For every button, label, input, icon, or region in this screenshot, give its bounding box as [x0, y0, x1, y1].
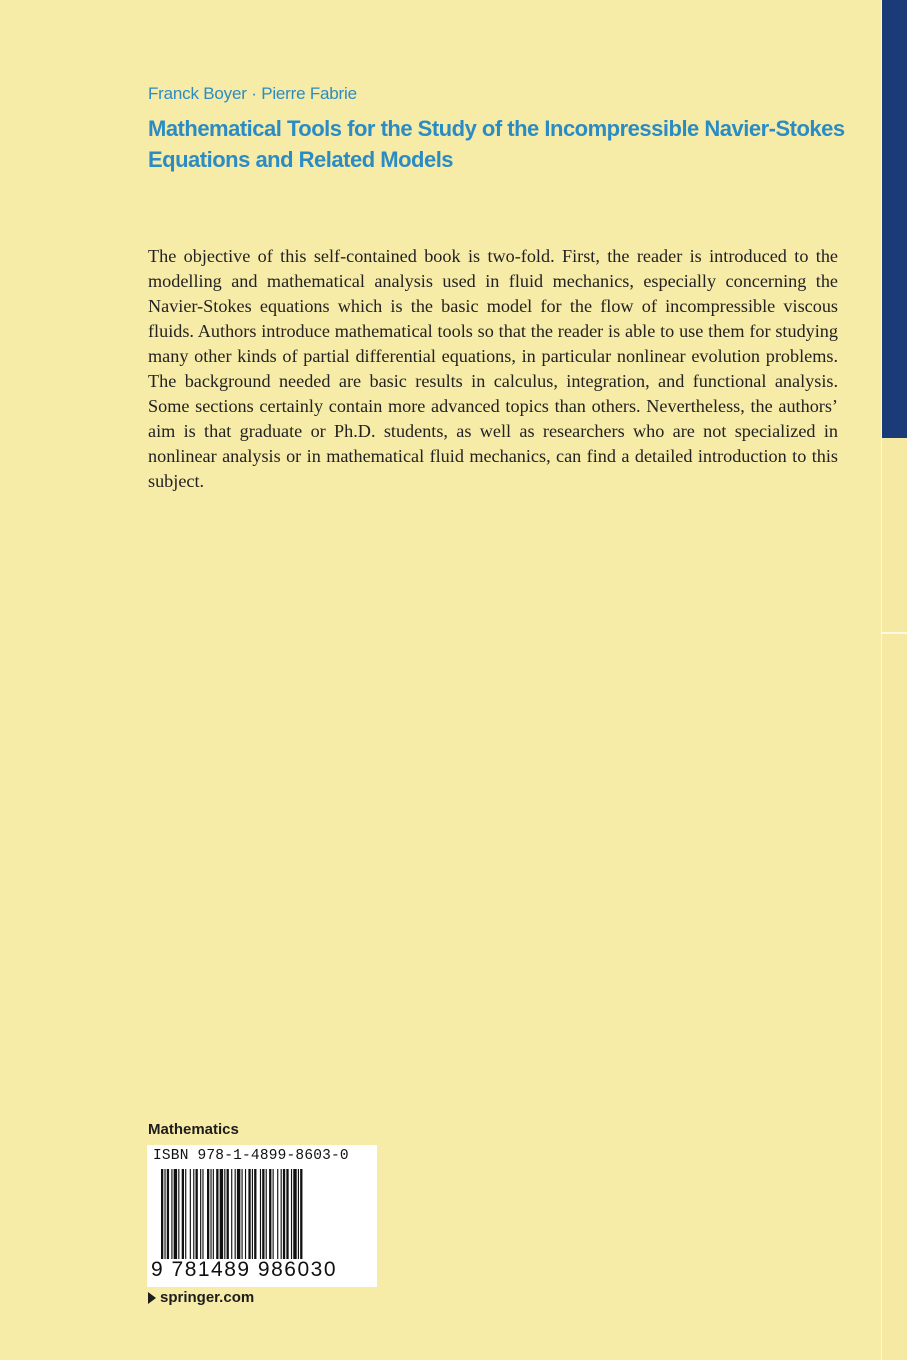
arrow-right-icon: [148, 1292, 156, 1304]
publisher-label: springer.com: [160, 1289, 255, 1306]
barcode-bar: [269, 1169, 271, 1259]
barcode-bar: [237, 1169, 240, 1259]
barcode-bar: [248, 1169, 250, 1259]
barcode-bar: [266, 1169, 267, 1259]
barcode-bar: [245, 1169, 246, 1259]
barcode-bar: [161, 1169, 163, 1259]
barcode-bar: [185, 1169, 186, 1259]
barcode-bar: [200, 1169, 201, 1259]
barcode-bar: [174, 1169, 177, 1259]
barcode-bar: [254, 1169, 256, 1259]
barcode-bar: [196, 1169, 198, 1259]
spine-blue-band: [882, 0, 907, 438]
barcode-bar: [190, 1169, 191, 1259]
barcode-bar: [210, 1169, 211, 1259]
barcode-bar: [260, 1169, 261, 1259]
barcode-bar: [207, 1169, 209, 1259]
barcode-bar: [182, 1169, 184, 1259]
barcode-bar: [286, 1169, 288, 1259]
barcode-bar: [231, 1169, 232, 1259]
subject-category: Mathematics: [148, 1121, 239, 1138]
barcode-bar: [167, 1169, 169, 1259]
spine-divider: [882, 632, 907, 634]
barcode-bar: [227, 1169, 229, 1259]
isbn-label: ISBN 978-1-4899-8603-0: [153, 1148, 349, 1164]
barcode-bar: [202, 1169, 203, 1259]
barcode-bar: [242, 1169, 243, 1259]
barcode-bar: [281, 1169, 282, 1259]
barcode-bar: [293, 1169, 296, 1259]
barcode-bar: [178, 1169, 179, 1259]
barcode-bar: [164, 1169, 165, 1259]
barcode-bar: [235, 1169, 236, 1259]
barcode-bar: [283, 1169, 285, 1259]
barcode-digits: 9 781489 986030: [151, 1258, 337, 1281]
barcode-bar: [252, 1169, 253, 1259]
barcode-bar: [300, 1169, 302, 1259]
barcode-bar: [216, 1169, 218, 1259]
barcode-bar: [262, 1169, 264, 1259]
barcode-bar: [298, 1169, 299, 1259]
barcode-bar: [291, 1169, 292, 1259]
book-description: The objective of this self-contained book is two-fold. First, the reader is introduced to the modelling and mathematical analysis used in fluid mechanics, especially concerning the Navier-Stokes equations which is the basic model for the flow of incompressible viscous fluids. Authors introduce mathematical tools so that the reader is able to use them for studying many other kinds of partial differential equations, in particular nonlinear evolution problems. The background needed are basic results in calculus, integration, and functional analysis. Some sections certainly contain more advanced topics than others. Nevertheless, the authors’ aim is that graduate or Ph.D. students, as well as researchers who are not specialized in nonlinear analysis or in mathematical fluid mechanics, can find a detailed introduction to this subject.: [148, 246, 838, 491]
barcode-bar: [273, 1169, 274, 1259]
barcode-box: [147, 1145, 377, 1287]
barcode-bar: [224, 1169, 225, 1259]
barcode-bar: [171, 1169, 172, 1259]
book-title: Mathematical Tools for the Study of the Incompressible Navier-Stokes Equations and Related Models: [148, 116, 845, 172]
authors: Franck Boyer · Pierre Fabrie: [148, 84, 357, 103]
barcode-bar: [277, 1169, 278, 1259]
barcode-bar: [193, 1169, 194, 1259]
barcode-bar: [213, 1169, 214, 1259]
publisher-link[interactable]: [148, 1289, 254, 1306]
barcode-icon: [161, 1169, 361, 1259]
barcode-bar: [220, 1169, 223, 1259]
